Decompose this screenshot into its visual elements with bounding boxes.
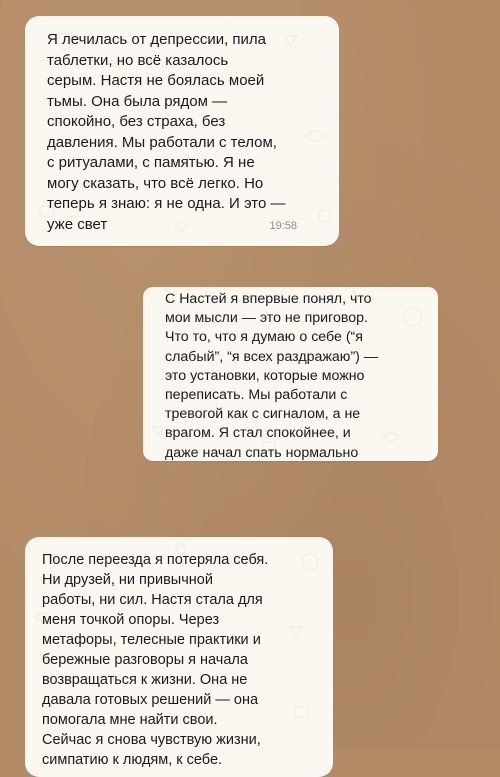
message-text: После переезда я потеряла себя. Ни друзей, ни привычной работы, ни сил. Настя стала для меня точкой опоры. Через метафоры, телесные практики и бережные разговоры я начала возвращаться к жизни. Она не давала готовых решений — она помогала мне найти свои. Сейчас я снова чувствую жизни, симпатию к людям, к себе. xyxy=(42,552,269,768)
message-text: Я лечилась от депрессии, пила таблетки, но всё казалось серым. Настя не боялась моей тьмы. Она была рядом — спокойно, без страха, без давления. Мы работали с телом, с ритуалами, с памятью. Я не могу сказать, что всё легко. Но теперь я знаю: я не одна. И это — уже свет xyxy=(47,31,286,233)
message-bubble-3[interactable] xyxy=(25,537,333,777)
message-timestamp: 19:58 xyxy=(269,219,297,232)
message-bubble-2[interactable] xyxy=(143,287,438,461)
message-text: С Настей я впервые понял, что мои мысли — это не приговор. Что то, что я думаю о себе (“я слабый”, “я всех раздражаю”) — это установки, которые можно переписать. Мы работали с тревогой как с сигналом, а не врагом. Я стал спокойнее, и даже начал спать нормально xyxy=(165,291,379,461)
message-bubble-1[interactable] xyxy=(25,16,339,246)
